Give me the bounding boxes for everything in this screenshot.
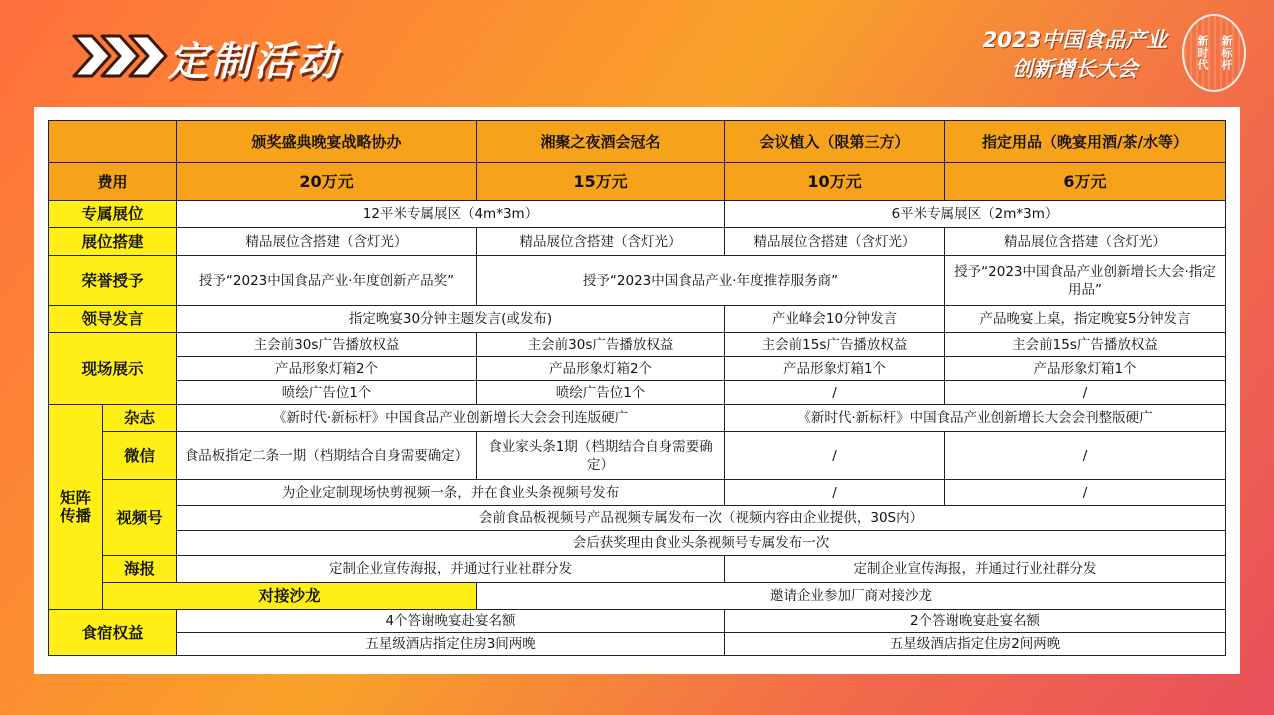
table-cell: 《新时代·新标杆》中国食品产业创新增长大会会刊连版硬广 (177, 405, 725, 432)
table-row-video-2 (49, 506, 1226, 531)
seal-text-2: 新标杆 (1220, 35, 1233, 71)
table-header-row (49, 121, 1226, 163)
table-cell: / (725, 480, 945, 506)
table-cell: / (945, 381, 1226, 405)
table-cell: 授予“2023中国食品产业创新增长大会·指定用品” (945, 256, 1226, 306)
table-cell: 主会前30s广告播放权益 (177, 333, 477, 357)
column-header: 会议植入（限第三方） (725, 121, 945, 163)
table-cell: 精品展位含搭建（含灯光） (477, 228, 725, 256)
table-cell: 邀请企业参加厂商对接沙龙 (477, 583, 1226, 610)
table-cell: 指定晚宴30分钟主题发言(或发布) (177, 306, 725, 333)
sponsorship-table (48, 120, 1226, 656)
table-cell: 主会前15s广告播放权益 (945, 333, 1226, 357)
table-row-wechat (49, 432, 1226, 480)
row-label: 领导发言 (49, 306, 177, 333)
table-cell: 产品形象灯箱1个 (945, 357, 1226, 381)
fee-cell: 15万元 (477, 163, 725, 201)
table-cell: / (945, 480, 1226, 506)
row-label: 现场展示 (49, 333, 177, 405)
table-row-lodging-1 (49, 610, 1226, 633)
table-row-magazine (49, 405, 1226, 432)
row-label: 矩阵传播 (49, 405, 103, 610)
table-row-lodging-2 (49, 633, 1226, 656)
table-cell: 6平米专属展区（2m*3m） (725, 201, 1226, 228)
brand-seal-icon (1182, 14, 1246, 92)
column-header: 颁奖盛典晚宴战略协办 (177, 121, 477, 163)
row-label: 对接沙龙 (103, 583, 477, 610)
table-cell: 12平米专属展区（4m*3m） (177, 201, 725, 228)
row-label: 专属展位 (49, 201, 177, 228)
column-header: 湘聚之夜酒会冠名 (477, 121, 725, 163)
table-cell: 会前食品板视频号产品视频专属发布一次（视频内容由企业提供，30S内） (177, 506, 1226, 531)
table-cell: 精品展位含搭建（含灯光） (177, 228, 477, 256)
sub-label: 杂志 (103, 405, 177, 432)
table-cell: 产品晚宴上桌，指定晚宴5分钟发言 (945, 306, 1226, 333)
table-cell: 定制企业宣传海报，并通过行业社群分发 (177, 556, 725, 583)
content-panel (34, 107, 1240, 674)
table-cell: 主会前15s广告播放权益 (725, 333, 945, 357)
table-cell: 产业峰会10分钟发言 (725, 306, 945, 333)
fee-cell: 10万元 (725, 163, 945, 201)
table-cell: 精品展位含搭建（含灯光） (945, 228, 1226, 256)
table-cell: / (725, 432, 945, 480)
table-cell: 产品形象灯箱2个 (177, 357, 477, 381)
table-row-speech (49, 306, 1226, 333)
table-cell: 食品板指定二条一期（档期结合自身需要确定） (177, 432, 477, 480)
table-cell: 为企业定制现场快剪视频一条，并在食业头条视频号发布 (177, 480, 725, 506)
page-title: 定制活动 (168, 39, 340, 85)
row-label: 食宿权益 (49, 610, 177, 656)
table-row-poster (49, 556, 1226, 583)
sub-label: 海报 (103, 556, 177, 583)
brand-text (966, 26, 1184, 84)
seal-text-1: 新时代 (1196, 35, 1209, 71)
table-row-display-3 (49, 381, 1226, 405)
table-row-honor (49, 256, 1226, 306)
event-brand (946, 14, 1246, 96)
table-cell: 产品形象灯箱2个 (477, 357, 725, 381)
table-row-fee (49, 163, 1226, 201)
row-label: 展位搭建 (49, 228, 177, 256)
table-cell: 食业家头条1期（档期结合自身需要确定） (477, 432, 725, 480)
table-row-display-1 (49, 333, 1226, 357)
table-cell: 《新时代·新标杆》中国食品产业创新增长大会会刊整版硬广 (725, 405, 1226, 432)
brand-line-2: 创新增长大会 (1012, 57, 1138, 81)
fee-cell: 6万元 (945, 163, 1226, 201)
table-cell: 主会前30s广告播放权益 (477, 333, 725, 357)
fee-cell: 20万元 (177, 163, 477, 201)
column-header: 指定用品（晚宴用酒/茶/水等） (945, 121, 1226, 163)
table-cell: 喷绘广告位1个 (177, 381, 477, 405)
row-label: 费用 (49, 163, 177, 201)
table-cell: 授予“2023中国食品产业·年度推荐服务商” (477, 256, 945, 306)
table-row-video-1 (49, 480, 1226, 506)
table-cell: 喷绘广告位1个 (477, 381, 725, 405)
table-row-display-2 (49, 357, 1226, 381)
brand-line-1: 2023中国食品产业 (982, 28, 1168, 52)
table-row-build (49, 228, 1226, 256)
header-blank-cell (49, 121, 177, 163)
table-cell: 授予“2023中国食品产业·年度创新产品奖” (177, 256, 477, 306)
row-label: 荣誉授予 (49, 256, 177, 306)
table-cell: 会后获奖理由食业头条视频号专属发布一次 (177, 531, 1226, 556)
chevron-arrows-icon (70, 30, 170, 82)
sub-label: 微信 (103, 432, 177, 480)
table-cell: 4个答谢晚宴赴宴名额 (177, 610, 725, 633)
table-cell: / (945, 432, 1226, 480)
table-cell: / (725, 381, 945, 405)
table-row-video-3 (49, 531, 1226, 556)
table-cell: 定制企业宣传海报，并通过行业社群分发 (725, 556, 1226, 583)
table-cell: 2个答谢晚宴赴宴名额 (725, 610, 1226, 633)
table-cell: 五星级酒店指定住房3间两晚 (177, 633, 725, 656)
table-row-booth (49, 201, 1226, 228)
table-row-salon (49, 583, 1226, 610)
sub-label: 视频号 (103, 480, 177, 556)
table-cell: 五星级酒店指定住房2间两晚 (725, 633, 1226, 656)
table-cell: 产品形象灯箱1个 (725, 357, 945, 381)
table-cell: 精品展位含搭建（含灯光） (725, 228, 945, 256)
